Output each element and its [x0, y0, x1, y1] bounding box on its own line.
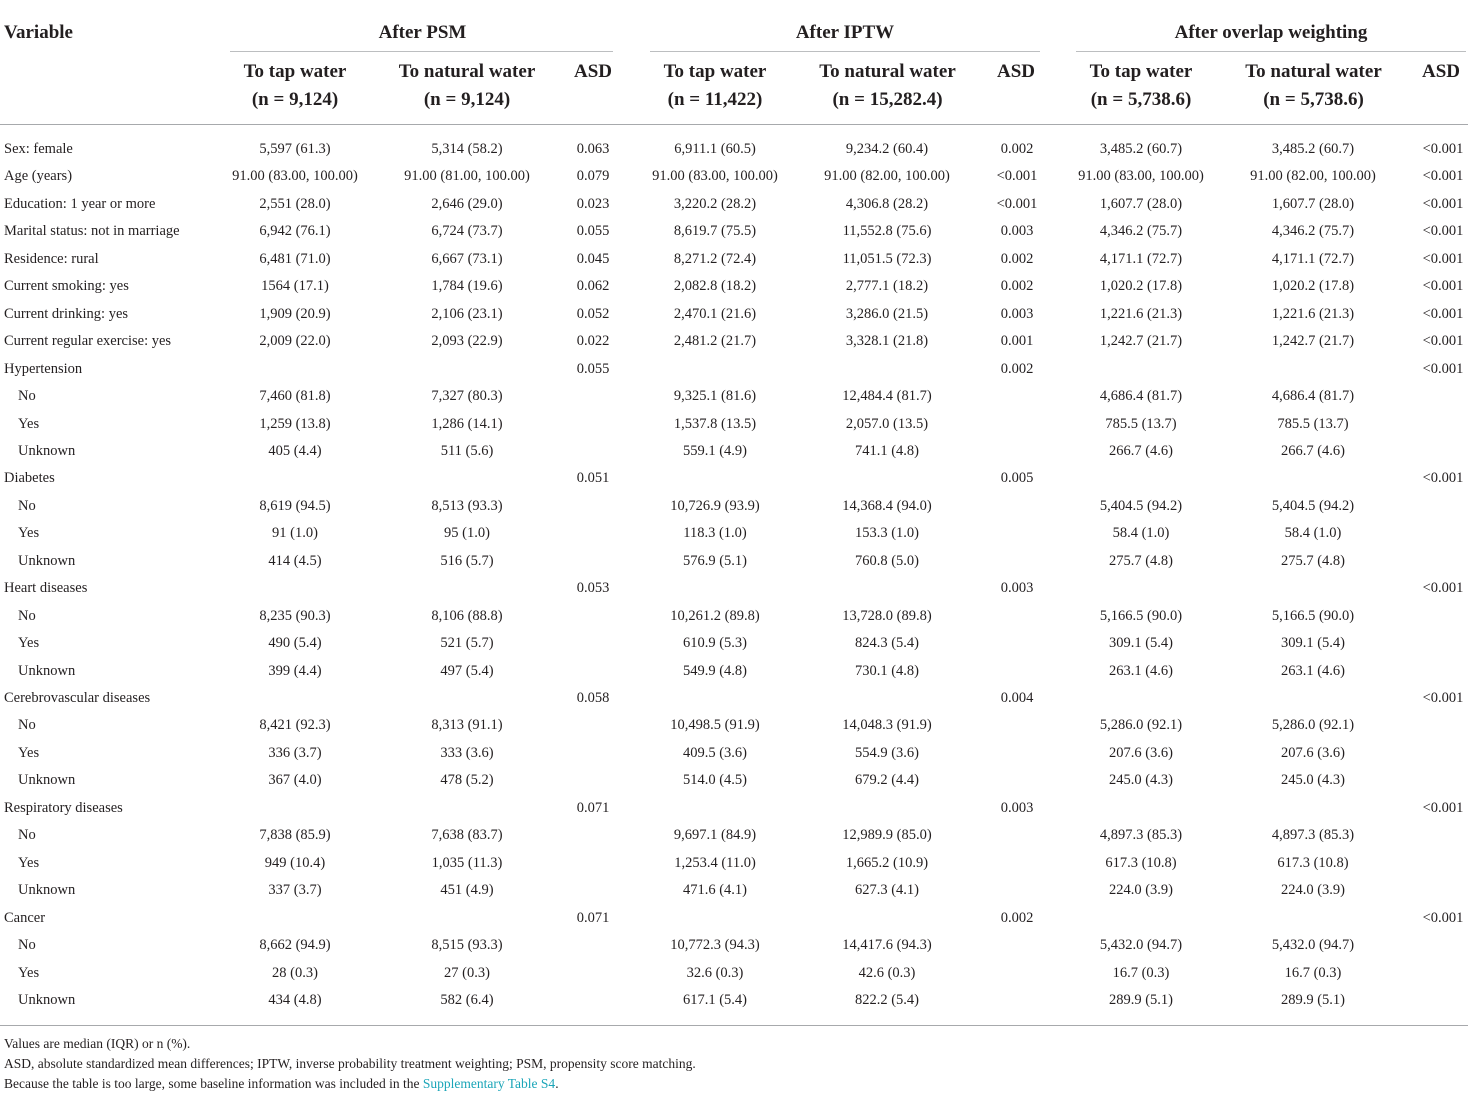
row-label: Yes	[18, 635, 40, 652]
cell-psm-asd: 0.053	[576, 580, 610, 597]
cell-iptw-asd: 0.001	[1000, 333, 1034, 350]
cell-overlap-asd: <0.001	[1422, 168, 1464, 185]
group-after-overlap: After overlap weighting	[1174, 22, 1368, 43]
row-label: Education: 1 year or more	[4, 195, 156, 212]
row-label: Unknown	[18, 882, 76, 899]
row-label: Yes	[18, 415, 40, 432]
row-label: No	[18, 388, 36, 405]
cell-psm-natural: 91.00 (81.00, 100.00)	[404, 168, 530, 185]
footnote-abbreviations: ASD, absolute standardized mean differences; IPTW, inverse probability treatment weighting; PSM, propensity score matching.	[4, 1056, 696, 1071]
row-label: Respiratory diseases	[4, 799, 123, 816]
cell-psm-tap: 8,235 (90.3)	[259, 607, 331, 624]
cell-overlap-natural: 4,686.4 (81.7)	[1271, 388, 1355, 405]
cell-psm-natural: 6,724 (73.7)	[431, 223, 503, 240]
cell-psm-natural: 333 (3.6)	[440, 744, 494, 761]
cell-overlap-natural: 1,020.2 (17.8)	[1271, 278, 1355, 295]
group-rule-psm	[230, 51, 613, 52]
cell-psm-asd: 0.079	[576, 168, 610, 185]
subheader-iptw-natural-n: (n = 15,282.4)	[832, 89, 943, 110]
cell-psm-natural: 8,313 (91.1)	[431, 717, 503, 734]
row-label: Unknown	[18, 662, 76, 679]
cell-psm-tap: 434 (4.8)	[268, 991, 322, 1008]
row-label: No	[18, 717, 36, 734]
cell-psm-natural: 451 (4.9)	[440, 882, 494, 899]
cell-psm-natural: 8,515 (93.3)	[431, 937, 503, 954]
cell-psm-natural: 8,106 (88.8)	[431, 607, 503, 624]
subheader-overlap-tap-label: To tap water	[1089, 61, 1193, 82]
cell-psm-natural: 95 (1.0)	[444, 525, 490, 542]
row-label: Unknown	[18, 772, 76, 789]
cell-iptw-tap: 1,253.4 (11.0)	[674, 854, 756, 871]
row-label: No	[18, 827, 36, 844]
cell-iptw-tap: 617.1 (5.4)	[682, 991, 748, 1008]
row-label: Residence: rural	[4, 250, 99, 267]
subheader-psm-tap-n: (n = 9,124)	[251, 89, 339, 110]
cell-psm-natural: 6,667 (73.1)	[431, 250, 503, 267]
cell-psm-natural: 2,106 (23.1)	[431, 305, 503, 322]
cell-overlap-natural: 245.0 (4.3)	[1280, 772, 1346, 789]
cell-overlap-tap: 5,404.5 (94.2)	[1099, 497, 1183, 514]
cell-overlap-asd: <0.001	[1422, 333, 1464, 350]
cell-iptw-natural: 554.9 (3.6)	[854, 744, 920, 761]
cell-overlap-natural: 207.6 (3.6)	[1280, 744, 1346, 761]
subheader-overlap-natural	[1226, 58, 1401, 114]
cell-overlap-tap: 207.6 (3.6)	[1108, 744, 1174, 761]
table-row	[0, 850, 1468, 877]
cell-overlap-tap: 4,171.1 (72.7)	[1099, 250, 1183, 267]
row-label: Yes	[18, 525, 40, 542]
cell-iptw-tap: 1,537.8 (13.5)	[673, 415, 757, 432]
row-label: Current smoking: yes	[4, 278, 129, 295]
subheader-overlap-tap	[1061, 58, 1221, 114]
cell-overlap-tap: 4,686.4 (81.7)	[1099, 388, 1183, 405]
table-row	[0, 136, 1468, 163]
cell-iptw-natural: 2,057.0 (13.5)	[845, 415, 929, 432]
cell-iptw-asd: <0.001	[996, 168, 1038, 185]
cell-psm-tap: 91 (1.0)	[272, 525, 318, 542]
cell-overlap-asd: <0.001	[1422, 250, 1464, 267]
cell-overlap-tap: 4,346.2 (75.7)	[1099, 223, 1183, 240]
table-row	[0, 191, 1468, 218]
subheader-overlap-natural-n: (n = 5,738.6)	[1263, 89, 1364, 110]
table-row	[0, 218, 1468, 245]
cell-psm-tap: 399 (4.4)	[268, 662, 322, 679]
cell-iptw-tap: 8,619.7 (75.5)	[673, 223, 757, 240]
table-row	[0, 685, 1468, 712]
cell-psm-tap: 414 (4.5)	[268, 552, 322, 569]
cell-psm-natural: 27 (0.3)	[444, 964, 490, 981]
cell-overlap-natural: 4,897.3 (85.3)	[1271, 827, 1355, 844]
cell-psm-tap: 337 (3.7)	[268, 882, 322, 899]
cell-iptw-natural: 1,665.2 (10.9)	[845, 854, 929, 871]
cell-iptw-asd: 0.005	[1000, 470, 1034, 487]
cell-iptw-tap: 559.1 (4.9)	[682, 442, 748, 459]
cell-iptw-natural: 760.8 (5.0)	[854, 552, 920, 569]
table-row	[0, 822, 1468, 849]
cell-overlap-tap: 266.7 (4.6)	[1108, 442, 1174, 459]
cell-psm-tap: 1,259 (13.8)	[259, 415, 331, 432]
cell-overlap-asd: <0.001	[1422, 278, 1464, 295]
cell-overlap-natural: 617.3 (10.8)	[1277, 854, 1349, 871]
cell-overlap-tap: 309.1 (5.4)	[1108, 635, 1174, 652]
cell-iptw-natural: 2,777.1 (18.2)	[845, 278, 929, 295]
bottom-rule	[0, 1025, 1468, 1026]
cell-psm-tap: 8,619 (94.5)	[259, 497, 331, 514]
cell-overlap-natural: 785.5 (13.7)	[1277, 415, 1349, 432]
cell-iptw-natural: 4,306.8 (28.2)	[845, 195, 929, 212]
cell-overlap-tap: 91.00 (83.00, 100.00)	[1078, 168, 1204, 185]
cell-iptw-tap: 576.9 (5.1)	[682, 552, 748, 569]
cell-iptw-asd: 0.002	[1000, 141, 1034, 157]
cell-overlap-tap: 245.0 (4.3)	[1108, 772, 1174, 789]
subheader-iptw-tap	[635, 58, 795, 114]
cell-psm-natural: 582 (6.4)	[440, 991, 494, 1008]
row-label: Hypertension	[4, 360, 83, 377]
cell-iptw-asd: 0.003	[1000, 580, 1034, 597]
cell-psm-natural: 2,093 (22.9)	[431, 333, 503, 350]
cell-iptw-asd: 0.002	[1000, 250, 1034, 267]
cell-overlap-tap: 58.4 (1.0)	[1112, 525, 1170, 542]
cell-overlap-asd: <0.001	[1422, 360, 1464, 377]
row-label: Diabetes	[4, 470, 55, 487]
cell-iptw-asd: 0.002	[1000, 278, 1034, 295]
row-label: Yes	[18, 744, 40, 761]
cell-overlap-natural: 1,221.6 (21.3)	[1271, 305, 1355, 322]
cell-iptw-natural: 627.3 (4.1)	[854, 882, 920, 899]
cell-psm-tap: 7,838 (85.9)	[259, 827, 331, 844]
cell-overlap-natural: 91.00 (82.00, 100.00)	[1250, 168, 1376, 185]
cell-iptw-natural: 679.2 (4.4)	[854, 772, 920, 789]
cell-psm-tap: 1564 (17.1)	[261, 278, 329, 295]
cell-iptw-asd: <0.001	[996, 195, 1038, 212]
cell-overlap-natural: 289.9 (5.1)	[1280, 991, 1346, 1008]
cell-psm-natural: 511 (5.6)	[440, 442, 494, 459]
table-row	[0, 960, 1468, 987]
row-label: Unknown	[18, 991, 76, 1008]
cell-psm-tap: 2,009 (22.0)	[259, 333, 331, 350]
row-label: No	[18, 607, 36, 624]
table-row	[0, 356, 1468, 383]
footnote-values: Values are median (IQR) or n (%).	[4, 1036, 191, 1051]
cell-iptw-asd: 0.002	[1000, 360, 1034, 377]
cell-iptw-asd: 0.002	[1000, 909, 1034, 926]
header-rule	[0, 124, 1468, 125]
cell-overlap-asd: <0.001	[1422, 690, 1464, 706]
cell-iptw-tap: 10,261.2 (89.8)	[670, 607, 760, 624]
cell-psm-asd: 0.051	[576, 470, 610, 487]
subheader-iptw-tap-n: (n = 11,422)	[667, 89, 763, 110]
table-row	[0, 712, 1468, 739]
table-row	[0, 301, 1468, 328]
subheader-iptw-natural	[800, 58, 975, 114]
cell-psm-natural: 7,638 (83.7)	[431, 827, 503, 844]
cell-psm-asd: 0.055	[576, 223, 610, 240]
table-row	[0, 246, 1468, 273]
subheader-overlap-tap-n: (n = 5,738.6)	[1090, 89, 1192, 110]
cell-overlap-tap: 3,485.2 (60.7)	[1099, 141, 1183, 157]
cell-overlap-asd: <0.001	[1422, 141, 1464, 157]
subheader-psm-asd: ASD	[573, 61, 612, 82]
cell-iptw-tap: 10,498.5 (91.9)	[670, 717, 760, 734]
table-row	[0, 767, 1468, 794]
cell-iptw-tap: 9,325.1 (81.6)	[673, 388, 757, 405]
cell-psm-natural: 8,513 (93.3)	[431, 497, 503, 514]
cell-iptw-natural: 824.3 (5.4)	[854, 635, 920, 652]
cell-overlap-tap: 785.5 (13.7)	[1105, 415, 1177, 432]
cell-psm-asd: 0.022	[576, 333, 610, 350]
cell-iptw-tap: 549.9 (4.8)	[682, 662, 748, 679]
cell-psm-natural: 5,314 (58.2)	[431, 141, 503, 157]
cell-iptw-natural: 3,328.1 (21.8)	[845, 333, 929, 350]
table-row	[0, 740, 1468, 767]
cell-iptw-tap: 610.9 (5.3)	[682, 635, 748, 652]
row-label: Age (years)	[4, 168, 73, 185]
table-row	[0, 603, 1468, 630]
cell-psm-asd: 0.071	[576, 909, 610, 926]
cell-iptw-tap: 6,911.1 (60.5)	[674, 141, 756, 157]
table-row	[0, 383, 1468, 410]
cell-iptw-natural: 12,989.9 (85.0)	[842, 827, 932, 844]
cell-overlap-tap: 5,166.5 (90.0)	[1099, 607, 1183, 624]
subheader-psm-natural-label: To natural water	[398, 61, 536, 82]
subheader-psm-tap-label: To tap water	[243, 61, 347, 82]
subheader-psm-natural	[382, 58, 552, 114]
cell-iptw-natural: 3,286.0 (21.5)	[845, 305, 929, 322]
cell-psm-natural: 1,035 (11.3)	[431, 854, 503, 871]
header-variable: Variable	[4, 22, 73, 43]
cell-psm-asd: 0.023	[576, 195, 610, 212]
cell-psm-natural: 1,286 (14.1)	[431, 415, 503, 432]
cell-overlap-tap: 5,286.0 (92.1)	[1099, 717, 1183, 734]
cell-psm-natural: 521 (5.7)	[440, 635, 494, 652]
cell-psm-tap: 1,909 (20.9)	[259, 305, 331, 322]
cell-overlap-tap: 289.9 (5.1)	[1108, 991, 1174, 1008]
cell-iptw-natural: 14,048.3 (91.9)	[842, 717, 932, 734]
cell-iptw-tap: 8,271.2 (72.4)	[673, 250, 757, 267]
cell-overlap-natural: 5,432.0 (94.7)	[1271, 937, 1355, 954]
footnote-supplementary-text: Because the table is too large, some baseline information was included in the	[4, 1076, 423, 1091]
table-row	[0, 493, 1468, 520]
table-row	[0, 905, 1468, 932]
supplementary-table-link[interactable]: Supplementary Table S4	[422, 1076, 556, 1091]
cell-overlap-natural: 309.1 (5.4)	[1280, 635, 1346, 652]
cell-psm-tap: 8,662 (94.9)	[259, 937, 331, 954]
cell-overlap-natural: 4,171.1 (72.7)	[1271, 250, 1355, 267]
cell-psm-asd: 0.058	[576, 690, 610, 706]
cell-overlap-natural: 16.7 (0.3)	[1284, 964, 1342, 981]
table-row	[0, 163, 1468, 190]
subheader-iptw-natural-label: To natural water	[819, 61, 956, 82]
cell-iptw-asd: 0.003	[1000, 223, 1034, 240]
cell-iptw-tap: 91.00 (83.00, 100.00)	[652, 168, 778, 185]
cell-overlap-tap: 275.7 (4.8)	[1108, 552, 1174, 569]
table-row	[0, 520, 1468, 547]
row-label: Sex: female	[4, 141, 73, 157]
cell-psm-natural: 516 (5.7)	[440, 552, 494, 569]
cell-iptw-asd: 0.003	[1000, 305, 1034, 322]
cell-overlap-natural: 266.7 (4.6)	[1280, 442, 1346, 459]
cell-overlap-asd: <0.001	[1422, 580, 1464, 597]
cell-psm-tap: 405 (4.4)	[268, 442, 322, 459]
table-row	[0, 795, 1468, 822]
subheader-psm-natural-n: (n = 9,124)	[423, 89, 511, 110]
cell-psm-tap: 8,421 (92.3)	[259, 717, 331, 734]
subheader-overlap-asd: ASD	[1421, 61, 1460, 82]
subheader-iptw-asd: ASD	[996, 61, 1035, 82]
cell-overlap-tap: 16.7 (0.3)	[1112, 964, 1170, 981]
cell-overlap-natural: 5,404.5 (94.2)	[1271, 497, 1355, 514]
table-row	[0, 877, 1468, 904]
cell-iptw-natural: 12,484.4 (81.7)	[842, 388, 932, 405]
table-row	[0, 575, 1468, 602]
footnote-supplementary-end: .	[555, 1076, 559, 1091]
cell-psm-natural: 2,646 (29.0)	[431, 195, 503, 212]
cell-overlap-asd: <0.001	[1422, 799, 1464, 816]
cell-overlap-tap: 4,897.3 (85.3)	[1099, 827, 1183, 844]
group-rule-overlap	[1076, 51, 1466, 52]
cell-psm-natural: 1,784 (19.6)	[431, 278, 503, 295]
cell-overlap-asd: <0.001	[1422, 223, 1464, 240]
table-row	[0, 987, 1468, 1014]
cell-iptw-tap: 10,726.9 (93.9)	[670, 497, 760, 514]
cell-psm-asd: 0.063	[576, 141, 610, 157]
row-label: Current drinking: yes	[4, 305, 129, 322]
cell-overlap-asd: <0.001	[1422, 195, 1464, 212]
cell-iptw-natural: 14,368.4 (94.0)	[842, 497, 932, 514]
group-after-psm: After PSM	[378, 22, 467, 43]
cell-iptw-tap: 3,220.2 (28.2)	[673, 195, 757, 212]
cell-iptw-tap: 2,082.8 (18.2)	[673, 278, 757, 295]
cell-psm-tap: 367 (4.0)	[268, 772, 322, 789]
row-label: Heart diseases	[4, 580, 88, 597]
cell-iptw-natural: 9,234.2 (60.4)	[845, 141, 929, 157]
cell-overlap-natural: 5,286.0 (92.1)	[1271, 717, 1355, 734]
subheader-overlap-natural-label: To natural water	[1245, 61, 1382, 82]
table-row	[0, 438, 1468, 465]
cell-overlap-asd: <0.001	[1422, 470, 1464, 487]
table-row	[0, 658, 1468, 685]
subheader-psm-tap	[215, 58, 375, 114]
cell-iptw-natural: 42.6 (0.3)	[858, 964, 916, 981]
cell-overlap-natural: 5,166.5 (90.0)	[1271, 607, 1355, 624]
cell-psm-asd: 0.052	[576, 305, 610, 322]
cell-iptw-tap: 9,697.1 (84.9)	[673, 827, 757, 844]
cell-iptw-natural: 11,051.5 (72.3)	[842, 250, 932, 267]
cell-psm-asd: 0.045	[576, 250, 610, 267]
table-row	[0, 932, 1468, 959]
cell-overlap-natural: 1,242.7 (21.7)	[1271, 333, 1355, 350]
cell-psm-asd: 0.071	[576, 799, 610, 816]
row-label: Yes	[18, 854, 40, 871]
cell-iptw-tap: 32.6 (0.3)	[686, 964, 744, 981]
cell-iptw-natural: 13,728.0 (89.8)	[842, 607, 932, 624]
cell-psm-tap: 5,597 (61.3)	[259, 141, 331, 157]
cell-iptw-tap: 2,481.2 (21.7)	[673, 333, 757, 350]
table-row	[0, 411, 1468, 438]
cell-psm-natural: 478 (5.2)	[440, 772, 494, 789]
cell-psm-tap: 6,942 (76.1)	[259, 223, 331, 240]
cell-iptw-tap: 514.0 (4.5)	[682, 772, 748, 789]
cell-overlap-tap: 617.3 (10.8)	[1105, 854, 1177, 871]
cell-overlap-asd: <0.001	[1422, 305, 1464, 322]
cell-psm-natural: 7,327 (80.3)	[431, 388, 503, 405]
cell-psm-tap: 2,551 (28.0)	[259, 195, 331, 212]
cell-iptw-natural: 730.1 (4.8)	[854, 662, 920, 679]
cell-psm-tap: 91.00 (83.00, 100.00)	[232, 168, 358, 185]
cell-overlap-tap: 224.0 (3.9)	[1108, 882, 1174, 899]
cell-psm-asd: 0.055	[576, 360, 610, 377]
row-label: Marital status: not in marriage	[4, 223, 180, 240]
cell-iptw-natural: 11,552.8 (75.6)	[842, 223, 932, 240]
cell-overlap-natural: 58.4 (1.0)	[1284, 525, 1342, 542]
cell-iptw-natural: 91.00 (82.00, 100.00)	[824, 168, 950, 185]
cell-overlap-tap: 1,020.2 (17.8)	[1099, 278, 1183, 295]
footnote-supplementary	[4, 1076, 559, 1092]
cell-iptw-tap: 10,772.3 (94.3)	[670, 937, 760, 954]
cell-iptw-asd: 0.003	[1000, 799, 1034, 816]
cell-overlap-natural: 263.1 (4.6)	[1280, 662, 1346, 679]
cell-iptw-natural: 153.3 (1.0)	[854, 525, 920, 542]
row-label: Cancer	[4, 909, 46, 926]
cell-psm-tap: 28 (0.3)	[272, 964, 318, 981]
cell-iptw-tap: 118.3 (1.0)	[683, 525, 747, 542]
row-label: Cerebrovascular diseases	[4, 690, 151, 706]
cell-psm-tap: 6,481 (71.0)	[259, 250, 331, 267]
subheader-iptw-tap-label: To tap water	[663, 61, 767, 82]
group-after-iptw: After IPTW	[795, 22, 895, 43]
cell-overlap-natural: 224.0 (3.9)	[1280, 882, 1346, 899]
cell-overlap-natural: 1,607.7 (28.0)	[1271, 195, 1355, 212]
row-label: Yes	[18, 964, 40, 981]
cell-psm-tap: 336 (3.7)	[268, 744, 322, 761]
table-row	[0, 465, 1468, 492]
table-row	[0, 630, 1468, 657]
cell-iptw-tap: 2,470.1 (21.6)	[673, 305, 757, 322]
cell-overlap-natural: 275.7 (4.8)	[1280, 552, 1346, 569]
row-label: Current regular exercise: yes	[4, 333, 172, 350]
cell-overlap-tap: 1,242.7 (21.7)	[1099, 333, 1183, 350]
cell-iptw-asd: 0.004	[1000, 690, 1034, 706]
cell-psm-tap: 949 (10.4)	[264, 854, 326, 871]
cell-overlap-natural: 3,485.2 (60.7)	[1271, 141, 1355, 157]
cell-overlap-asd: <0.001	[1422, 909, 1464, 926]
cell-overlap-natural: 4,346.2 (75.7)	[1271, 223, 1355, 240]
cell-psm-tap: 490 (5.4)	[268, 635, 322, 652]
cell-iptw-natural: 822.2 (5.4)	[854, 991, 920, 1008]
table-row	[0, 273, 1468, 300]
table-row	[0, 548, 1468, 575]
cell-psm-natural: 497 (5.4)	[440, 662, 494, 679]
cell-psm-tap: 7,460 (81.8)	[259, 388, 331, 405]
cell-iptw-tap: 471.6 (4.1)	[682, 882, 748, 899]
cell-overlap-tap: 263.1 (4.6)	[1108, 662, 1174, 679]
cell-iptw-natural: 14,417.6 (94.3)	[842, 937, 932, 954]
cell-iptw-natural: 741.1 (4.8)	[854, 442, 920, 459]
table-row	[0, 328, 1468, 355]
cell-overlap-tap: 1,221.6 (21.3)	[1099, 305, 1183, 322]
cell-psm-asd: 0.062	[576, 278, 610, 295]
row-label: Unknown	[18, 442, 76, 459]
row-label: Unknown	[18, 552, 76, 569]
row-label: No	[18, 937, 36, 954]
cell-iptw-tap: 409.5 (3.6)	[682, 744, 748, 761]
cell-overlap-tap: 1,607.7 (28.0)	[1099, 195, 1183, 212]
cell-overlap-tap: 5,432.0 (94.7)	[1099, 937, 1183, 954]
group-rule-iptw	[650, 51, 1040, 52]
row-label: No	[18, 497, 36, 514]
